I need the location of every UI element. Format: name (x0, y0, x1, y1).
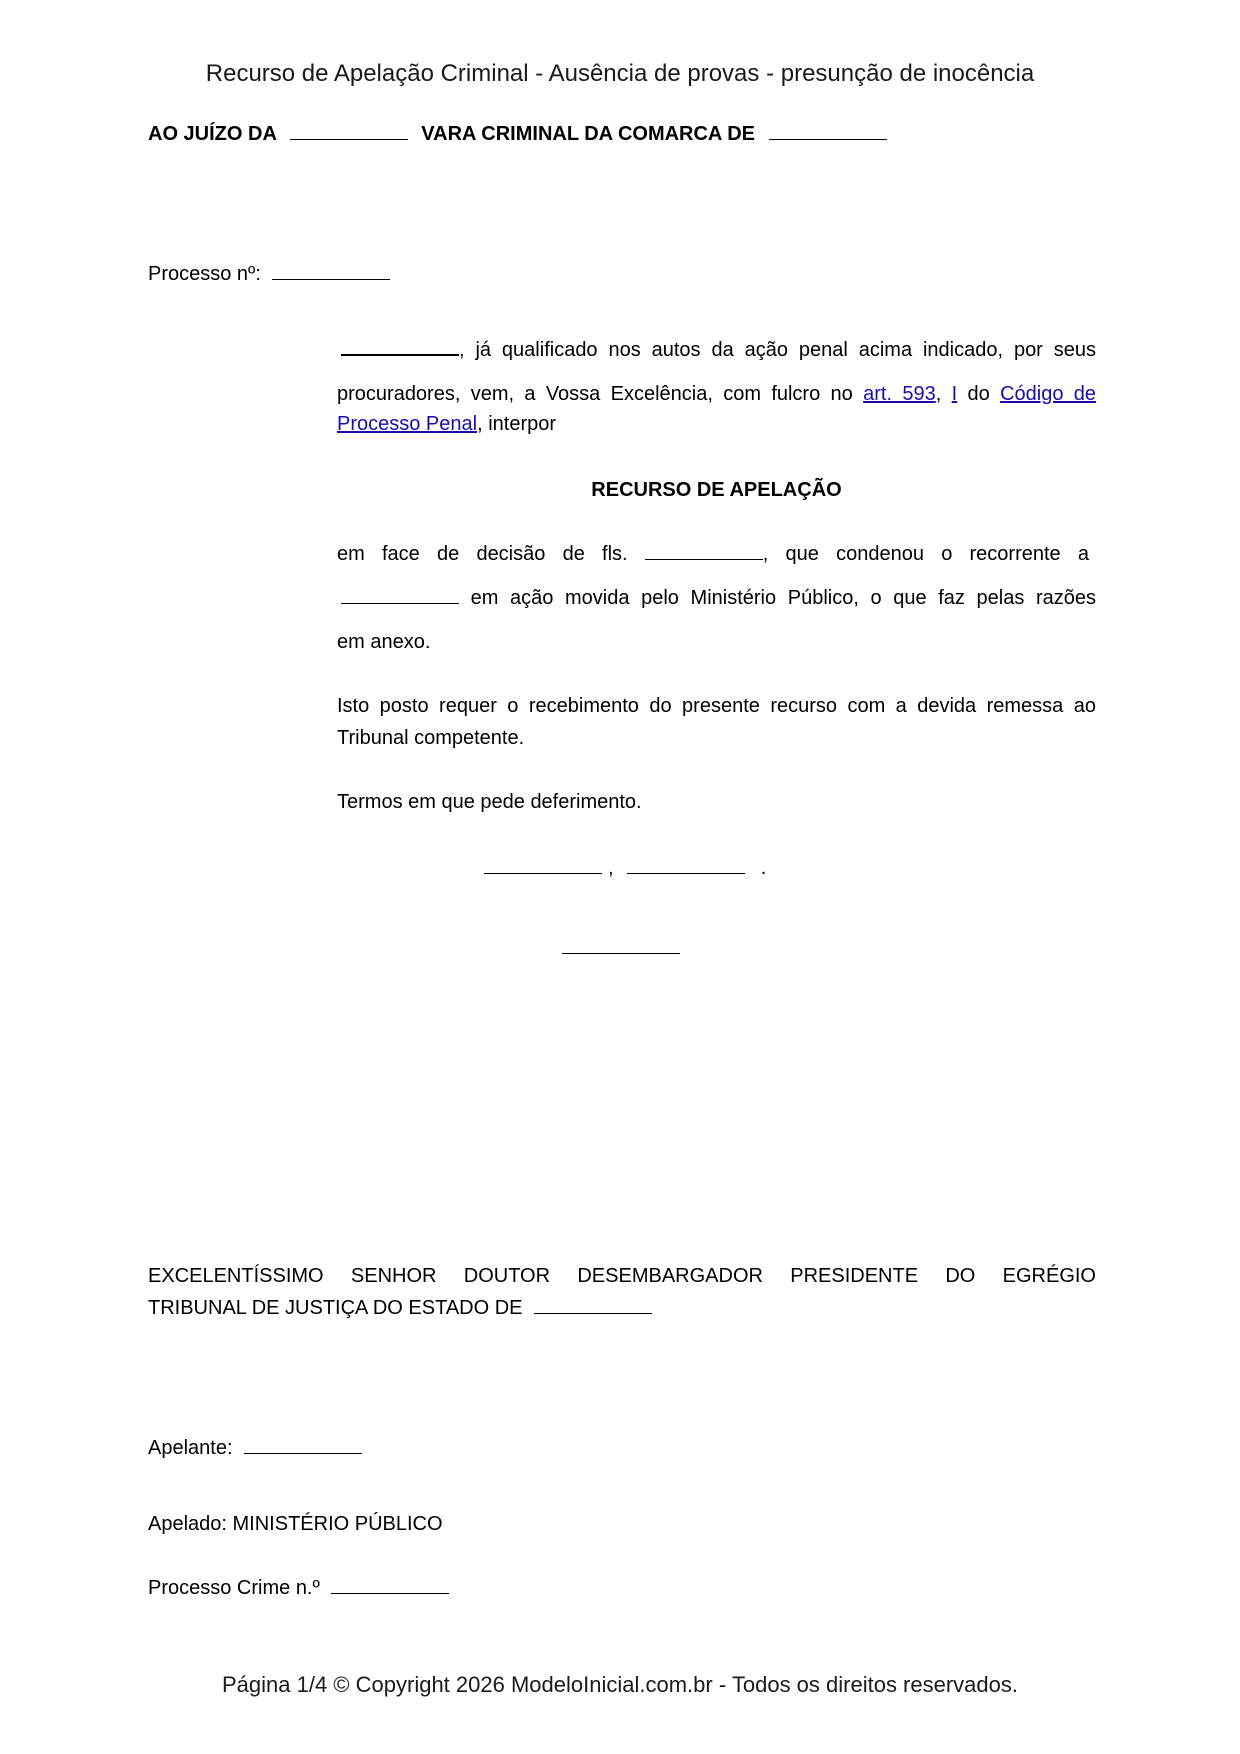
page-footer: Página 1/4 © Copyright 2026 ModeloInicial.com.br - Todos os direitos reservados. (222, 1672, 1018, 1697)
intro-sep: , (935, 383, 942, 405)
process-number-blank[interactable] (272, 261, 390, 280)
addressee-block (148, 1260, 1096, 1324)
intro-line-2-text: procuradores, vem, a Vossa Excelência, com fulcro no (337, 383, 853, 405)
intro-line-2 (337, 378, 1096, 410)
date-blank[interactable] (627, 855, 745, 874)
processo-crime-label: Processo Crime n.º (148, 1577, 320, 1599)
decision-line-1-end: , que condenou o recorrente a (762, 543, 1089, 565)
signature-line (562, 932, 680, 964)
apelante-line (148, 1432, 362, 1464)
intro-line-1-text: , já qualificado nos autos da ação penal acima indicado, por seus (459, 339, 1096, 361)
court-address-line (148, 118, 887, 150)
addressee-line-2 (148, 1292, 1096, 1324)
date-period: . (760, 857, 767, 879)
closing-text: Termos em que pede deferimento. (337, 791, 642, 813)
court-prefix: AO JUÍZO DA (148, 123, 277, 145)
addressee-line-1: EXCELENTÍSSIMO SENHOR DOUTOR DESEMBARGADOR PRESIDENTE DO EGRÉGIO (148, 1265, 1096, 1287)
codigo-processo-penal-link-part1[interactable]: Código de (1000, 383, 1097, 405)
addressee-line-2-text: TRIBUNAL DE JUSTIÇA DO ESTADO DE (148, 1297, 523, 1319)
request-paragraph (337, 690, 1096, 754)
intro-paragraph (337, 334, 1096, 440)
state-blank[interactable] (534, 1295, 652, 1314)
date-comma: , (608, 857, 614, 879)
inciso-i-link[interactable]: I (951, 383, 958, 405)
decision-line-3: em anexo. (337, 631, 431, 653)
art-593-link[interactable]: art. 593 (863, 383, 936, 405)
decision-line-2-text: em ação movida pelo Ministério Público, o que faz pelas razões (470, 587, 1096, 609)
request-line-1: Isto posto requer o recebimento do presente recurso com a devida remessa ao (337, 695, 1096, 717)
signature-blank[interactable] (562, 935, 680, 954)
decision-paragraph (337, 538, 1096, 658)
apelante-blank[interactable] (244, 1435, 362, 1454)
place-blank[interactable] (484, 855, 602, 874)
codigo-processo-penal-link-part2[interactable]: Processo Penal (337, 413, 478, 435)
intro-line-1 (337, 334, 1096, 366)
sentence-blank[interactable] (341, 585, 459, 604)
court-number-blank[interactable] (290, 121, 408, 140)
intro-do: do (967, 383, 990, 405)
decision-line-2 (337, 582, 1096, 614)
intro-tail: , interpor (477, 413, 557, 435)
appeal-title: RECURSO DE APELAÇÃO (591, 479, 842, 501)
process-number-line (148, 258, 390, 290)
date-place-line (484, 852, 766, 884)
intro-line-3 (337, 408, 1096, 440)
processo-crime-blank[interactable] (331, 1575, 449, 1594)
document-header-title: Recurso de Apelação Criminal - Ausência de provas - presunção de inocência (205, 60, 1035, 87)
processo-crime-line (148, 1572, 449, 1604)
appellant-name-blank[interactable] (341, 336, 459, 356)
decision-line-1-start: em face de decisão de fls. (337, 543, 628, 565)
request-line-2: Tribunal competente. (337, 727, 525, 749)
court-middle: VARA CRIMINAL DA COMARCA DE (421, 123, 755, 145)
fls-blank[interactable] (645, 541, 763, 560)
decision-line-1 (337, 538, 1089, 570)
comarca-blank[interactable] (769, 121, 887, 140)
apelado-line: Apelado: MINISTÉRIO PÚBLICO (148, 1513, 443, 1535)
process-label: Processo nº: (148, 263, 261, 285)
apelante-label: Apelante: (148, 1437, 233, 1459)
